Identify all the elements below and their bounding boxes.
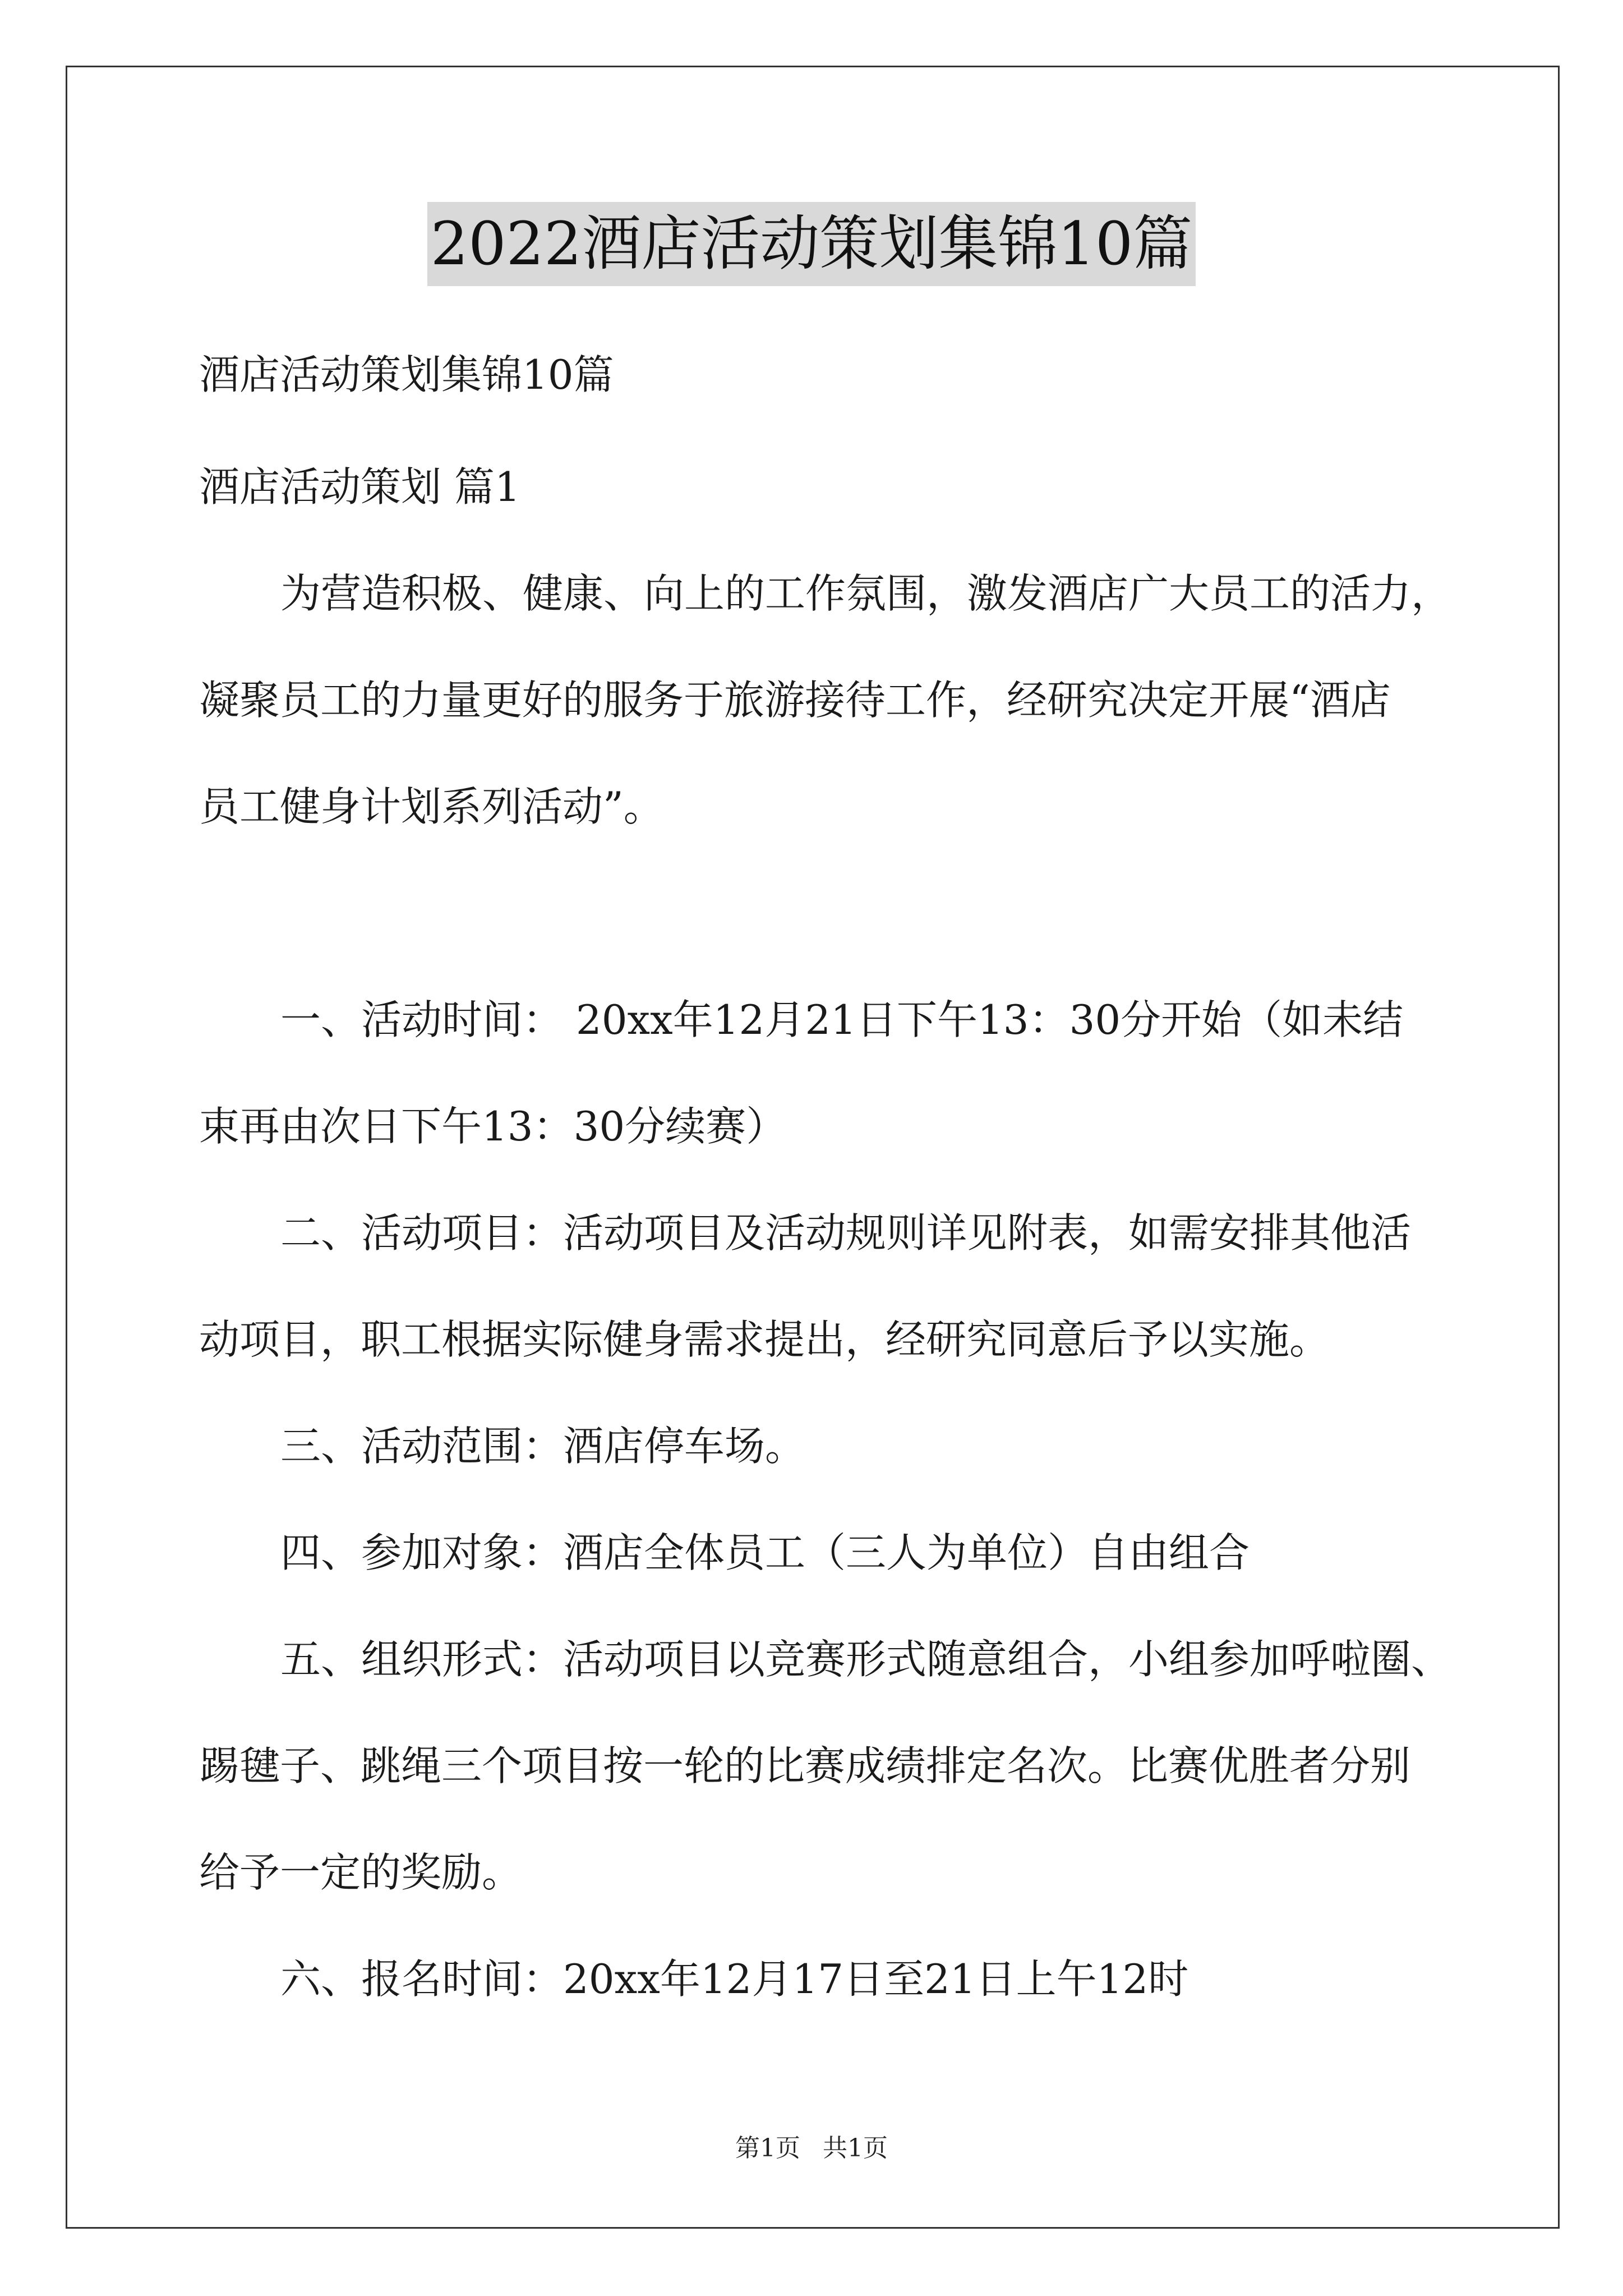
paragraph-line: 动项目，职工根据实际健身需求提出，经研究同意后予以实施。	[199, 1316, 1330, 1363]
document-title: 2022酒店活动策划集锦10篇	[427, 202, 1196, 286]
paragraph-line: 为营造积极、健康、向上的工作氛围，激发酒店广大员工的活力，	[280, 570, 1452, 617]
page-footer	[0, 2132, 1623, 2165]
paragraph-line: 三、活动范围：酒店停车场。	[280, 1423, 806, 1470]
title-container	[0, 202, 1623, 286]
paragraph-line: 凝聚员工的力量更好的服务于旅游接待工作，经研究决定开展“酒店	[199, 677, 1391, 724]
paragraph-line: 束再由次日下午13：30分续赛）	[199, 1103, 787, 1150]
paragraph-line: 六、报名时间：20xx年12月17日至21日上午12时	[280, 1955, 1189, 2003]
paragraph-line: 给予一定的奖励。	[199, 1849, 523, 1896]
paragraph-line: 一、活动时间： 20xx年12月21日下午13：30分开始（如未结	[280, 996, 1404, 1043]
section-heading: 酒店活动策划 篇1	[199, 463, 520, 510]
page-number-total: 共1页	[823, 2134, 888, 2162]
document-subtitle: 酒店活动策划集锦10篇	[199, 351, 614, 398]
paragraph-line: 二、活动项目：活动项目及活动规则详见附表，如需安排其他活	[280, 1209, 1412, 1257]
page-number-current: 第1页	[735, 2134, 800, 2162]
paragraph-line: 员工健身计划系列活动”。	[199, 783, 664, 830]
paragraph-line: 四、参加对象：酒店全体员工（三人为单位）自由组合	[280, 1529, 1250, 1576]
paragraph-line: 踢毽子、跳绳三个项目按一轮的比赛成绩排定名次。比赛优胜者分别	[199, 1742, 1411, 1789]
paragraph-line: 五、组织形式：活动项目以竞赛形式随意组合，小组参加呼啦圈、	[280, 1636, 1452, 1683]
